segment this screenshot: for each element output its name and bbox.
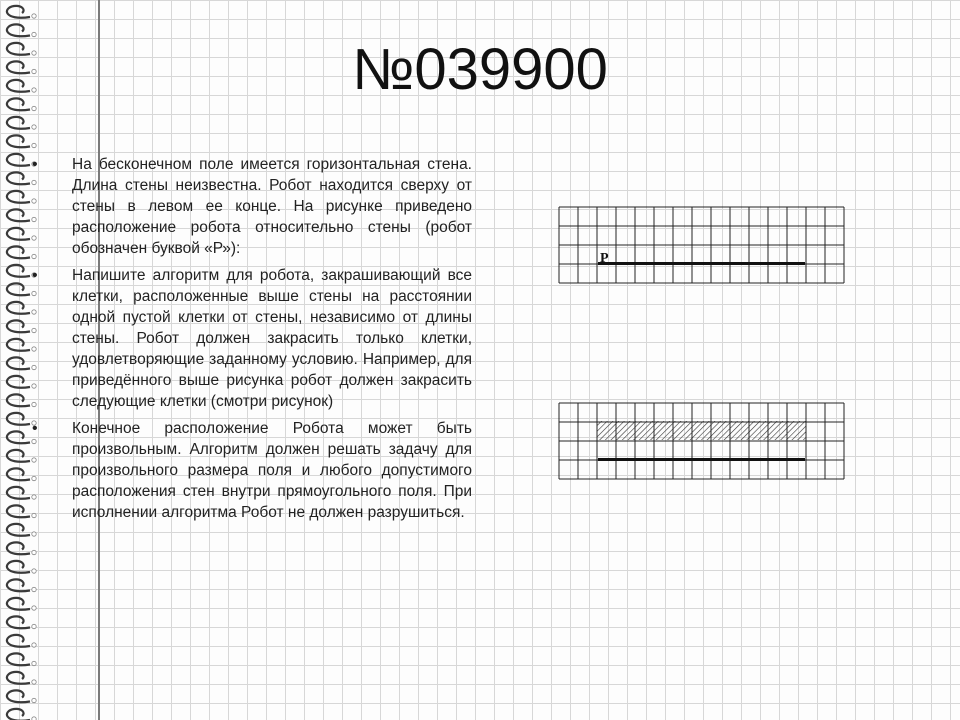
binding-hole xyxy=(32,217,36,221)
binding-hole xyxy=(32,661,36,665)
task-text xyxy=(32,154,472,529)
binding-hole xyxy=(32,291,36,295)
spiral-ring xyxy=(7,283,30,295)
robot-marker: Р xyxy=(600,251,609,266)
spiral-ring xyxy=(7,228,30,240)
spiral-ring xyxy=(7,6,30,18)
bullet-text: На бесконечном поле имеется горизонтальная стена. Длина стены неизвестна. Робот находится сверху от стены в левом ее конце. На рисунке приведено расположение робота относительно стены (робот обозначен буквой «Р»): xyxy=(72,156,472,257)
binding-hole xyxy=(32,495,36,499)
binding-hole xyxy=(32,236,36,240)
spiral-ring xyxy=(7,487,30,499)
binding-hole xyxy=(32,606,36,610)
spiral-ring xyxy=(7,598,30,610)
binding-hole xyxy=(32,254,36,258)
spiral-ring xyxy=(7,690,30,702)
binding-hole xyxy=(32,384,36,388)
spiral-ring xyxy=(7,209,30,221)
spiral-ring xyxy=(7,302,30,314)
binding-hole xyxy=(32,347,36,351)
spiral-ring xyxy=(7,579,30,591)
spiral-ring xyxy=(7,672,30,684)
spiral-ring xyxy=(7,394,30,406)
binding-hole xyxy=(32,458,36,462)
spiral-ring xyxy=(7,135,30,147)
binding-hole xyxy=(32,513,36,517)
binding-hole xyxy=(32,587,36,591)
bullet-item xyxy=(32,154,472,259)
page-title: №039900 xyxy=(352,37,608,102)
spiral-ring xyxy=(7,246,30,258)
spiral-ring xyxy=(7,265,30,277)
binding-hole xyxy=(32,402,36,406)
binding-hole xyxy=(32,439,36,443)
spiral-ring xyxy=(7,653,30,665)
spiral-ring xyxy=(7,339,30,351)
binding-hole xyxy=(32,550,36,554)
binding-hole xyxy=(32,125,36,129)
binding-hole xyxy=(32,365,36,369)
binding-hole xyxy=(32,643,36,647)
bullet-dot: • xyxy=(32,267,38,284)
spiral-ring xyxy=(7,172,30,184)
field-grid xyxy=(559,207,844,283)
binding-hole xyxy=(32,680,36,684)
spiral-ring xyxy=(7,117,30,129)
binding-hole xyxy=(32,532,36,536)
spiral-binding xyxy=(0,0,44,720)
robot-field-initial xyxy=(558,206,846,284)
spiral-ring xyxy=(7,468,30,480)
spiral-ring xyxy=(7,24,30,36)
spiral-ring xyxy=(7,561,30,573)
binding-hole xyxy=(32,698,36,702)
bullet-dot: • xyxy=(32,156,38,173)
binding-hole xyxy=(32,328,36,332)
spiral-ring xyxy=(7,505,30,517)
bullet-item xyxy=(32,265,472,412)
spiral-ring xyxy=(7,320,30,332)
field-grid xyxy=(559,403,844,479)
spiral-ring xyxy=(7,413,30,425)
bullet-text: Конечное расположение Робота может быть произвольным. Алгоритм должен решать задачу для произвольного размера поля и любого допустимого расположения стен внутри прямоугольного поля. При исполнении алгоритма Робот не должен разрушиться. xyxy=(72,420,472,521)
binding-hole xyxy=(32,476,36,480)
binding-hole xyxy=(32,199,36,203)
spiral-ring xyxy=(7,431,30,443)
binding-hole xyxy=(32,569,36,573)
robot-field-result xyxy=(558,402,846,480)
binding-hole xyxy=(32,14,36,18)
spiral-ring xyxy=(7,376,30,388)
painted-cells xyxy=(597,421,806,440)
spiral-ring xyxy=(7,357,30,369)
spiral-ring xyxy=(7,709,30,720)
bullet-text: Напишите алгоритм для робота, закрашивающий все клетки, расположенные выше стены на расстоянии одной пустой клетки от стены, независимо от длины стены. Робот должен закрасить только клетки, удовлетворяющие заданному условию. Например, для приведённого выше рисунка робот должен закрасить следующие клетки (смотри рисунок) xyxy=(72,267,472,410)
binding-hole xyxy=(32,106,36,110)
binding-hole xyxy=(32,624,36,628)
binding-hole xyxy=(32,143,36,147)
binding-hole xyxy=(32,180,36,184)
spiral-ring xyxy=(7,191,30,203)
spiral-ring xyxy=(7,635,30,647)
binding-hole xyxy=(32,310,36,314)
spiral-ring xyxy=(7,542,30,554)
spiral-ring xyxy=(7,524,30,536)
spiral-ring xyxy=(7,616,30,628)
bullet-dot: • xyxy=(32,420,38,437)
spiral-ring xyxy=(7,154,30,166)
spiral-ring xyxy=(7,450,30,462)
bullet-item xyxy=(32,418,472,523)
